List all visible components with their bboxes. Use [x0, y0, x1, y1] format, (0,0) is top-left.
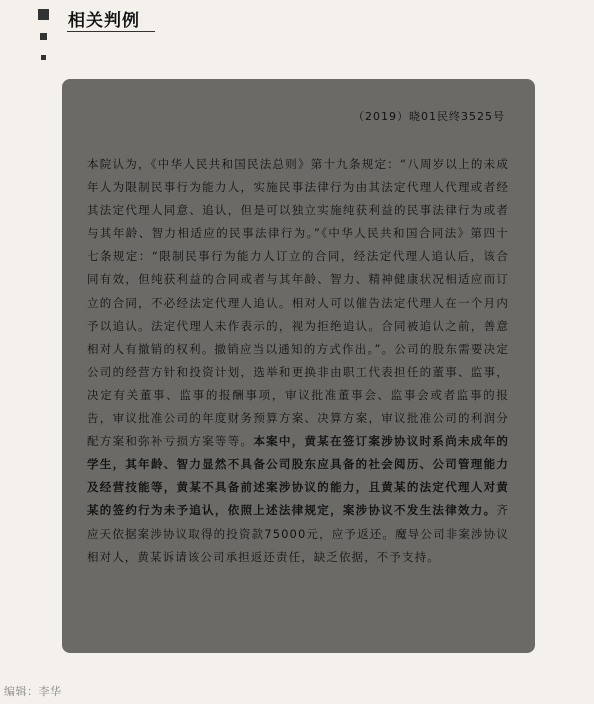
- case-text-part-2: 齐应天依据案涉协议取得的投资款75000元，应予返还。魔导公司非案涉协议相对人，黄某诉请该公司承担返还责任，缺乏依据，不予支持。: [87, 503, 509, 564]
- square-bullet-icon: [41, 55, 46, 60]
- square-bullet-icon: [40, 33, 47, 40]
- case-text: [87, 153, 509, 569]
- section-header: [36, 4, 336, 62]
- title-underline: [67, 31, 155, 32]
- section-title: 相关判例: [68, 11, 140, 31]
- square-bullet-icon: [38, 9, 49, 20]
- case-text-part-1: 本院认为，《中华人民共和国民法总则》第十九条规定：“八周岁以上的未成年人为限制民事行为能力人，实施民事法律行为由其法定代理人代理或者经其法定代理人同意、追认，但是可以独立实施纯获利益的民事法律行为或者与其年龄、智力相适应的民事法律行为。”《中华人民共和国合同法》第四十七条规定：“限制民事行为能力人订立的合同，经法定代理人追认后，该合同有效，但纯获利益的合同或者与其年龄、智力、精神健康状况相适应而订立的合同，不必经法定代理人追认。相对人可以催告法定代理人在一个月内予以追认。法定代理人未作表示的，视为拒绝追认。合同被追认之前，善意相对人有撤销的权利。撤销应当以通知的方式作出。”。公司的股东需要决定公司的经营方针和投资计划，选举和更换非由职工代表担任的董事、监事，决定有关董事、监事的报酬事项，审议批准董事会、监事会或者监事的报告，审议批准公司的年度财务预算方案、决算方案，审议批准公司的利润分配方案和弥补亏损方案等等。: [87, 157, 509, 449]
- editor-credit: 编辑：李华: [4, 685, 62, 698]
- case-number: （2019）晓01民终3525号: [353, 110, 505, 123]
- case-card: [62, 79, 535, 653]
- case-text-highlight: 本案中，黄某在签订案涉协议时系尚未成年的学生，其年龄、智力显然不具备公司股东应具备的社会阅历、公司管理能力及经营技能等，黄某不具备前述案涉协议的能力，且黄某的法定代理人对黄某的签约行为未予追认，依照上述法律规定，案涉协议不发生法律效力。: [87, 434, 509, 518]
